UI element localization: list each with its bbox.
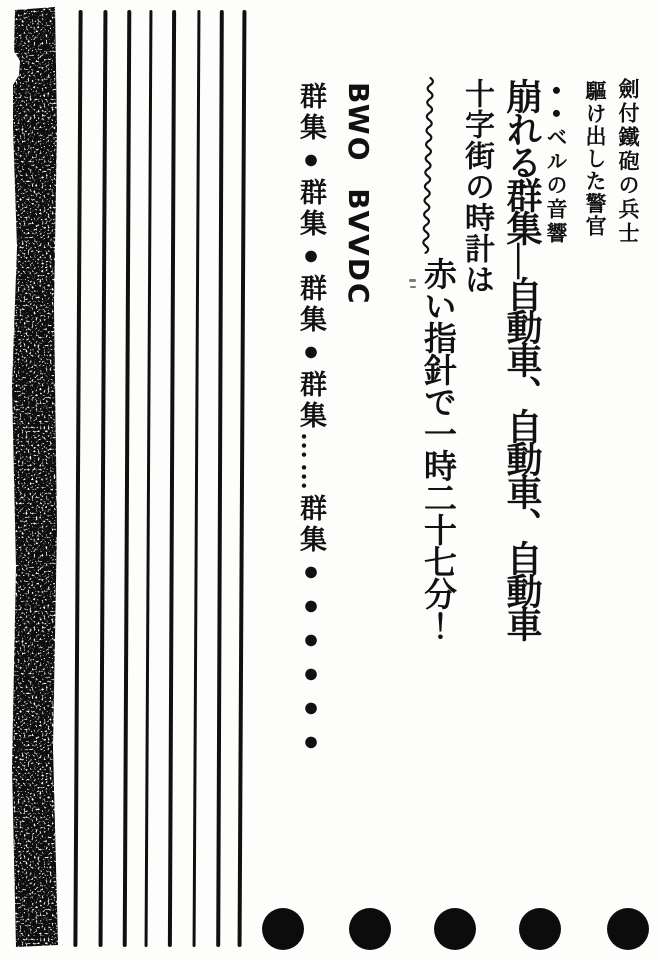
bell-text: ベルの音響 [544, 126, 568, 246]
poem-line-red-hand: 赤い指針で一時二十七分！ [419, 257, 455, 641]
poem-line-collapsing-crowd: 崩れる群集―自動車、自動車、自動車 [502, 78, 542, 639]
bullet-dots: ●● [547, 80, 566, 126]
ink-speck [409, 279, 416, 282]
poem-line-latin-bwo-bvvdc: BWO BVVDC [342, 82, 375, 306]
poem-line-bell [545, 80, 566, 246]
rule-line [73, 10, 82, 947]
rule-line [216, 10, 223, 947]
rule-line [145, 10, 153, 947]
poem-line-crowd-sequence: 群集●群集●群集●群集……群集●●●●●● [296, 82, 326, 760]
wavy-dash-line [419, 76, 437, 254]
poem-line-crossroads-clock: 十字街の時計は [460, 78, 493, 295]
rule-line [123, 10, 131, 947]
rule-line [99, 10, 107, 947]
rule-line [238, 10, 246, 947]
bottom-dot [434, 908, 476, 950]
poem-line-policemen: 驅け出した警官 [583, 80, 607, 238]
bottom-dot [349, 908, 391, 950]
rule-line [193, 10, 201, 947]
bottom-dot [262, 908, 304, 950]
bottom-dot [519, 908, 561, 950]
poem-line-soldiers: 劍付鐵砲の兵士 [616, 78, 640, 246]
bottom-dot [607, 908, 649, 950]
book-gutter-bar [10, 7, 60, 948]
rule-line [168, 10, 176, 947]
ink-speck [410, 286, 416, 288]
